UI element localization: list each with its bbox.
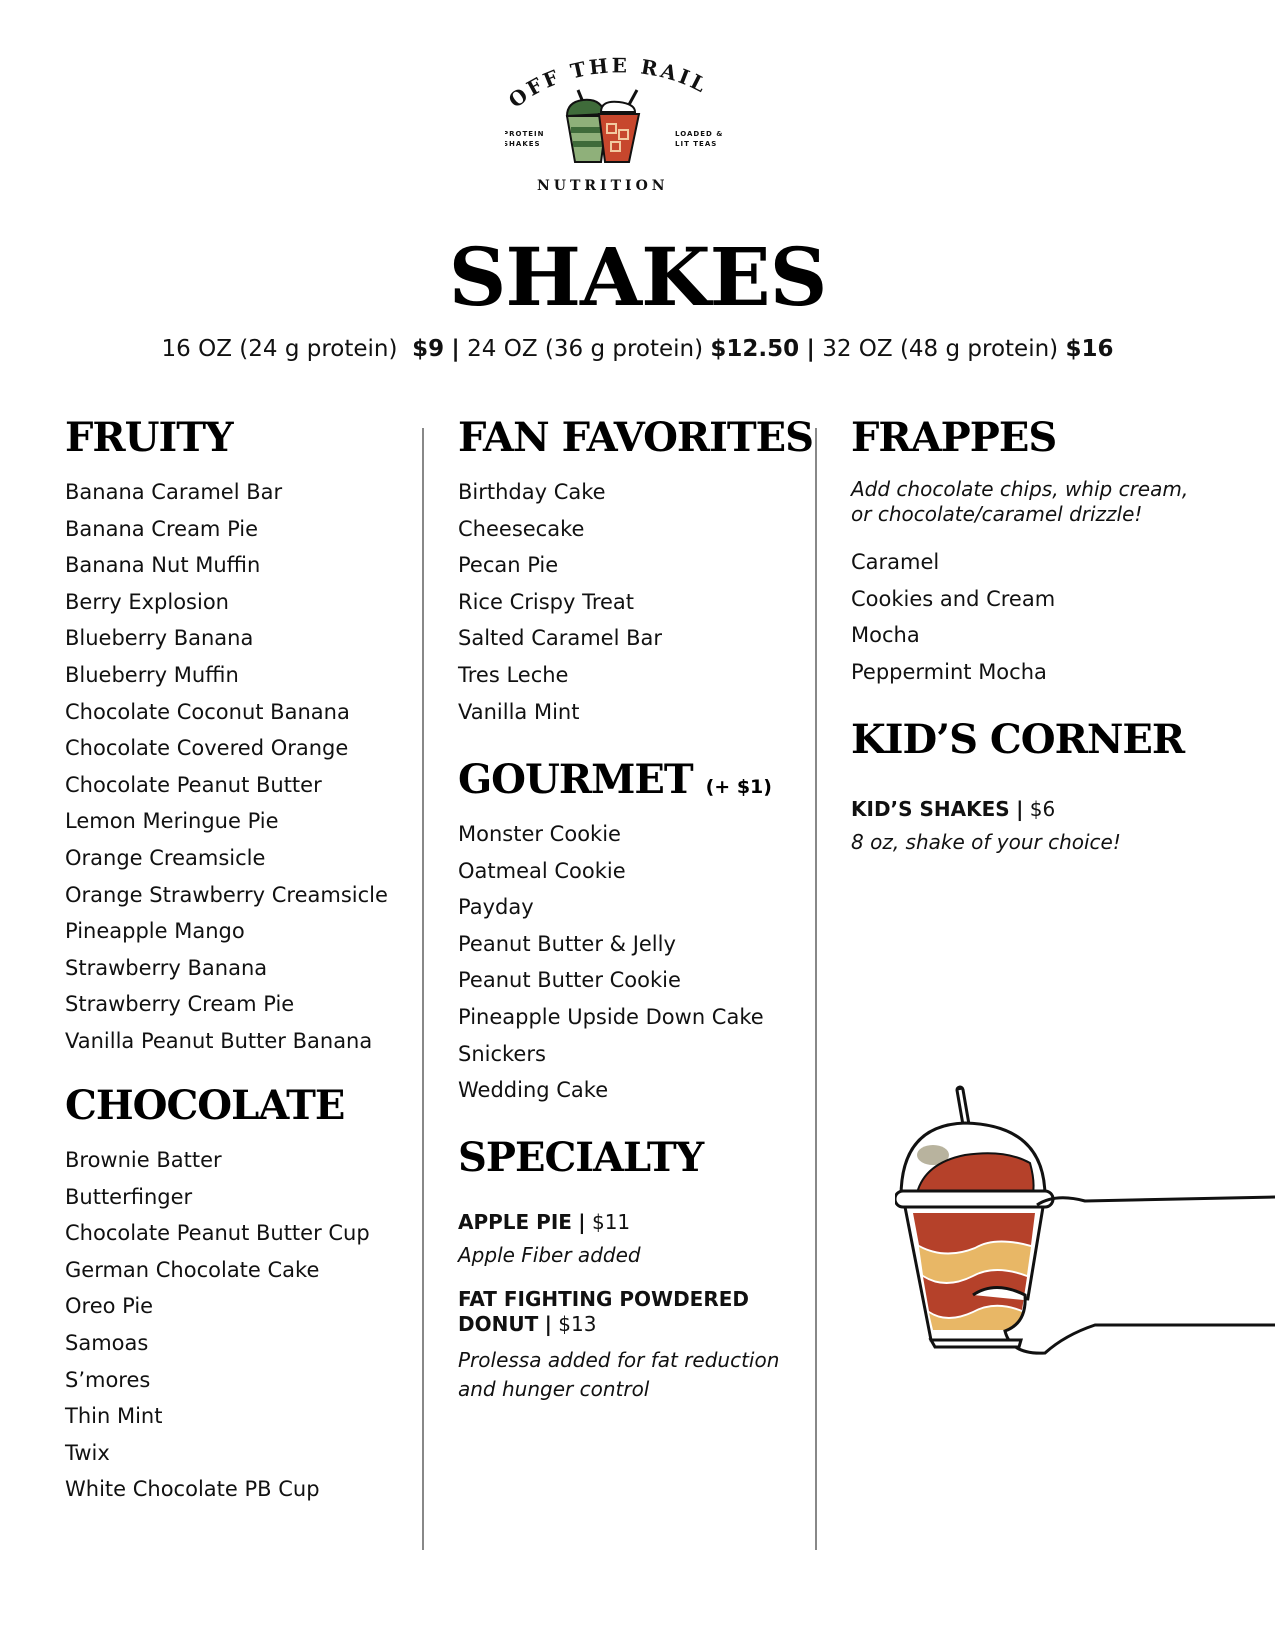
menu-item: Pineapple Upside Down Cake	[458, 1004, 764, 1029]
menu-item: Payday	[458, 895, 534, 920]
menu-item: Strawberry Banana	[65, 955, 268, 980]
menu-item: Snickers	[458, 1041, 546, 1066]
section-heading-fan-favorites: FAN FAVORITES	[458, 414, 814, 461]
section-heading-gourmet	[458, 756, 772, 811]
size-24oz: 24 OZ (36 g protein)	[467, 336, 704, 362]
section-heading-specialty: SPECIALTY	[458, 1134, 704, 1181]
hand-holding-shake-illustration	[895, 1085, 1275, 1415]
logo-top-text: OFF THE RAIL	[505, 53, 713, 113]
menu-item: Cheesecake	[458, 516, 585, 541]
gourmet-list	[458, 816, 764, 1109]
size-16oz: 16 OZ (24 g protein)	[161, 336, 398, 362]
column-divider	[815, 428, 817, 1550]
menu-item: Chocolate Peanut Butter	[65, 772, 322, 797]
note-line1: Prolessa added for fat reduction	[458, 1348, 780, 1372]
gourmet-heading-text: GOURMET	[458, 756, 693, 803]
menu-item: Samoas	[65, 1330, 149, 1355]
item-note: Apple Fiber added	[458, 1243, 641, 1267]
gourmet-surcharge: (+ $1)	[705, 776, 772, 798]
menu-item: Birthday Cake	[458, 480, 606, 504]
menu-item: Berry Explosion	[65, 589, 229, 614]
specialty-item-fat-fighting-donut	[458, 1287, 749, 1337]
menu-item: Orange Creamsicle	[65, 845, 266, 870]
menu-item: Rice Crispy Treat	[458, 589, 635, 614]
item-name: KID’S SHAKES	[851, 797, 1010, 821]
size-pricing-line	[0, 336, 1275, 362]
item-name-line1: FAT FIGHTING POWDERED	[458, 1287, 750, 1311]
price-separator: |	[451, 336, 460, 362]
menu-item: Strawberry Cream Pie	[65, 992, 295, 1017]
section-heading-frappes: FRAPPES	[851, 414, 1057, 461]
menu-item: Chocolate Covered Orange	[65, 736, 349, 761]
menu-item: Caramel	[851, 550, 940, 574]
menu-item: Oatmeal Cookie	[458, 858, 626, 883]
item-price: $11	[591, 1210, 631, 1234]
frappes-note	[851, 477, 1188, 527]
menu-item: Pineapple Mango	[65, 919, 245, 944]
logo-cups-icon	[567, 90, 639, 162]
item-name-line2: DONUT	[458, 1312, 539, 1336]
price-32oz: $16	[1065, 336, 1114, 362]
menu-item: Blueberry Banana	[65, 626, 254, 651]
menu-item: Thin Mint	[65, 1404, 163, 1429]
item-price: $6	[1029, 797, 1056, 821]
brand-logo	[505, 50, 775, 210]
price-24oz: $12.50	[710, 336, 800, 362]
item-price: $13	[558, 1312, 597, 1336]
menu-item: Pecan Pie	[458, 553, 559, 578]
section-heading-kids-corner: KID’S CORNER	[851, 716, 1185, 763]
menu-item: Butterfinger	[65, 1184, 193, 1209]
menu-item: Wedding Cake	[458, 1078, 609, 1103]
price-separator: |	[806, 336, 815, 362]
chocolate-list	[65, 1142, 370, 1508]
logo-right-tag-2: LIT TEAS	[675, 140, 718, 148]
item-note	[458, 1346, 779, 1404]
kids-shakes-item	[851, 797, 1055, 822]
menu-item: German Chocolate Cake	[65, 1257, 320, 1282]
section-heading-chocolate: CHOCOLATE	[65, 1082, 345, 1129]
item-separator: |	[1016, 797, 1024, 821]
menu-item: Cookies and Cream	[851, 586, 1056, 611]
menu-item: Brownie Batter	[65, 1148, 222, 1172]
fan-favorites-list	[458, 474, 662, 730]
column-divider	[422, 428, 424, 1550]
menu-item: White Chocolate PB Cup	[65, 1477, 320, 1502]
menu-item: Mocha	[851, 623, 920, 648]
note-line1: Add chocolate chips, whip cream,	[851, 477, 1189, 501]
item-separator: |	[578, 1210, 586, 1234]
item-name: APPLE PIE	[458, 1210, 572, 1234]
item-separator: |	[544, 1312, 552, 1336]
menu-item: S’mores	[65, 1367, 151, 1392]
fruity-list	[65, 474, 388, 1060]
logo-right-tag-1: LOADED &	[675, 130, 724, 138]
section-heading-fruity: FRUITY	[65, 414, 233, 461]
menu-item: Chocolate Peanut Butter Cup	[65, 1221, 370, 1246]
menu-item: Peppermint Mocha	[851, 659, 1047, 684]
menu-item: Twix	[65, 1440, 110, 1465]
menu-item: Banana Cream Pie	[65, 516, 259, 541]
menu-item: Peanut Butter Cookie	[458, 968, 681, 993]
menu-item: Banana Nut Muffin	[65, 553, 261, 578]
note-line2: and hunger control	[458, 1377, 650, 1401]
menu-item: Monster Cookie	[458, 822, 621, 846]
note-line2: or chocolate/caramel drizzle!	[851, 502, 1143, 526]
specialty-item-apple-pie	[458, 1210, 630, 1235]
menu-item: Salted Caramel Bar	[458, 626, 663, 651]
menu-item: Orange Strawberry Creamsicle	[65, 882, 388, 907]
page-title: SHAKES	[448, 230, 827, 324]
menu-item: Peanut Butter & Jelly	[458, 931, 676, 956]
menu-item: Vanilla Mint	[458, 699, 580, 724]
menu-item: Chocolate Coconut Banana	[65, 699, 350, 724]
menu-item: Blueberry Muffin	[65, 662, 239, 687]
menu-item: Oreo Pie	[65, 1294, 154, 1319]
menu-item: Tres Leche	[458, 662, 569, 687]
menu-item: Banana Caramel Bar	[65, 480, 283, 504]
size-32oz: 32 OZ (48 g protein)	[822, 336, 1059, 362]
menu-item: Lemon Meringue Pie	[65, 809, 279, 834]
logo-left-tag-1: PROTEIN	[505, 130, 545, 138]
logo-bottom-text: NUTRITION	[537, 178, 669, 194]
price-16oz: $9	[412, 336, 445, 362]
kids-shakes-note: 8 oz, shake of your choice!	[851, 830, 1121, 854]
menu-item: Vanilla Peanut Butter Banana	[65, 1028, 373, 1053]
logo-left-tag-2: SHAKES	[505, 140, 541, 148]
frappes-list	[851, 544, 1055, 690]
